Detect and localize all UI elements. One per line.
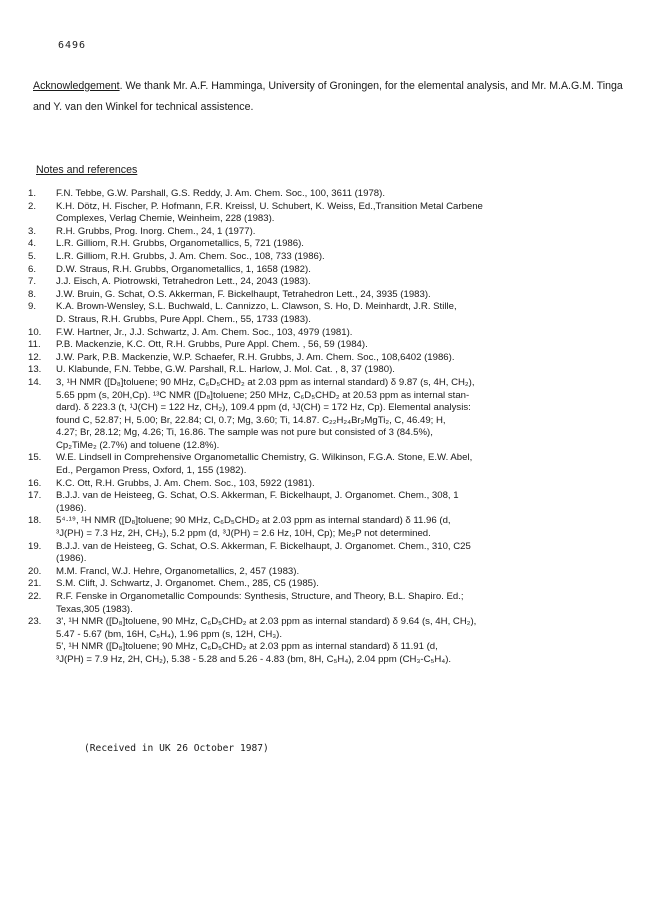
reference-text: S.M. Clift, J. Schwartz, J. Organomet. Chem., 285, C5 (1985). bbox=[56, 578, 319, 590]
reference-item bbox=[28, 301, 648, 326]
reference-text: L.R. Gilliom, R.H. Grubbs, Organometallics, 5, 721 (1986). bbox=[56, 238, 304, 250]
reference-item bbox=[28, 591, 648, 616]
reference-item bbox=[28, 515, 648, 540]
reference-text: L.R. Gilliom, R.H. Grubbs, J. Am. Chem. Soc., 108, 733 (1986). bbox=[56, 250, 325, 262]
reference-item bbox=[28, 238, 648, 251]
acknowledgement-text: . We thank Mr. A.F. Hamminga, University of Groningen, for the elemental analysis, and Mr. M.A.G.M. Tinga and Y. van den Winkel for technical assistence. bbox=[33, 80, 623, 113]
reference-item bbox=[28, 226, 648, 239]
reference-text: P.B. Mackenzie, K.C. Ott, R.H. Grubbs, Pure Appl. Chem. , 56, 59 (1984). bbox=[56, 339, 368, 351]
reference-number: 23. bbox=[28, 616, 42, 628]
reference-text: K.H. Dötz, H. Fischer, P. Hofmann, F.R. Kreissl, U. Schubert, K. Weiss, Ed.,Transition Metal Carbene Complexes, Verlag Chemie, Weinheim, 228 (1983). bbox=[56, 200, 483, 225]
reference-number: 4. bbox=[28, 238, 37, 250]
reference-item bbox=[28, 339, 648, 352]
notes-heading: Notes and references bbox=[36, 164, 138, 176]
reference-item bbox=[28, 352, 648, 365]
reference-number: 14. bbox=[28, 376, 42, 388]
reference-number: 6. bbox=[28, 263, 37, 275]
reference-text: F.N. Tebbe, G.W. Parshall, G.S. Reddy, J. Am. Chem. Soc., 100, 3611 (1978). bbox=[56, 188, 385, 199]
reference-text: J.W. Park, P.B. Mackenzie, W.P. Schaefer, R.H. Grubbs, J. Am. Chem. Soc., 108,6402 (1986). bbox=[56, 351, 455, 363]
reference-text: D.W. Straus, R.H. Grubbs, Organometallics, 1, 1658 (1982). bbox=[56, 263, 311, 275]
reference-item bbox=[28, 377, 648, 453]
reference-item bbox=[28, 188, 648, 201]
reference-item bbox=[28, 264, 648, 277]
acknowledgement-heading: Acknowledgement bbox=[33, 80, 120, 92]
reference-item bbox=[28, 289, 648, 302]
reference-number: 8. bbox=[28, 288, 37, 300]
reference-number: 16. bbox=[28, 477, 42, 489]
reference-text: W.E. Lindsell in Comprehensive Organometallic Chemistry, G. Wilkinson, F.G.A. Stone, E.W. Abel, Ed., Pergamon Press, Oxford, 1, 155 (1982). bbox=[56, 452, 473, 477]
reference-number: 18. bbox=[28, 515, 42, 527]
reference-text: J.W. Bruin, G. Schat, O.S. Akkerman, F. Bickelhaupt, Tetrahedron Lett., 24, 3935 (1983). bbox=[56, 288, 431, 300]
reference-item bbox=[28, 251, 648, 264]
reference-item bbox=[28, 616, 648, 666]
reference-text: B.J.J. van de Heisteeg, G. Schat, O.S. Akkerman, F. Bickelhaupt, J. Organomet. Chem., 308, 1 (1986). bbox=[56, 490, 459, 514]
reference-number: 2. bbox=[28, 200, 37, 212]
reference-text: K.C. Ott, R.H. Grubbs, J. Am. Chem. Soc., 103, 5922 (1981). bbox=[56, 477, 315, 489]
reference-number: 5. bbox=[28, 250, 37, 262]
reference-item bbox=[28, 276, 648, 289]
page-number: 6496 bbox=[58, 40, 87, 51]
reference-text: B.J.J. van de Heisteeg, G. Schat, O.S. Akkerman, F. Bickelhaupt, J. Organomet. Chem., 310, C25 (1986). bbox=[56, 540, 471, 565]
received-date: (Received in UK 26 October 1987) bbox=[84, 743, 269, 754]
reference-number: 22. bbox=[28, 591, 42, 602]
reference-list bbox=[28, 188, 648, 667]
reference-item bbox=[28, 201, 648, 226]
reference-number: 13. bbox=[28, 364, 42, 376]
acknowledgement-paragraph bbox=[33, 76, 633, 118]
reference-item bbox=[28, 490, 648, 515]
reference-item bbox=[28, 452, 648, 477]
reference-number: 7. bbox=[28, 276, 37, 288]
reference-number: 21. bbox=[28, 578, 42, 590]
reference-number: 17. bbox=[28, 490, 42, 502]
reference-item bbox=[28, 364, 648, 377]
reference-number: 19. bbox=[28, 540, 42, 552]
reference-number: 9. bbox=[28, 301, 37, 313]
reference-text: R.F. Fenske in Organometallic Compounds: Synthesis, Structure, and Theory, B.L. Shapiro. Ed.; Texas,305 (1983). bbox=[56, 591, 464, 615]
reference-number: 20. bbox=[28, 565, 42, 577]
reference-text: M.M. Francl, W.J. Hehre, Organometallics, 2, 457 (1983). bbox=[56, 565, 300, 577]
reference-number: 1. bbox=[28, 188, 37, 199]
reference-text: 5⁴·¹⁹, ¹H NMR ([D₈]toluene; 90 MHz, C₆D₅CHD₂ at 2.03 ppm as internal standard) δ 11.96 (d, ³J(PH) = 7.3 Hz, 2H, CH₂), 5.2 ppm (d, ³J(PH) = 2.6 Hz, 10H, Cp); Me₃P not determined. bbox=[56, 515, 451, 540]
reference-number: 10. bbox=[28, 326, 42, 338]
reference-number: 12. bbox=[28, 351, 42, 363]
reference-text: 3, ¹H NMR ([D₈]toluene; 90 MHz, C₆D₅CHD₂ at 2.03 ppm as internal standard) δ 9.87 (s, 4H, CH₂), 5.65 ppm (s, 20H,Cp). ¹³C NMR ([D₈]toluene; 250 MHz, C₆D₅CHD₂ at 20.53 ppm as internal stan- dard). δ 223.3 (t, ¹J(CH) = 122 Hz, CH₂), 109.4 ppm (d, ¹J(CH) = 172 Hz, Cp). Elemental analysis: found C, 52.87; H, 5.00; Br, 22.84; Cl, 0.7; Mg, 3.60; Ti, 14.87. C₂₂H₂₄Br₂MgTi₂, C, 46.49; H, 4.27; Br, 28.12; Mg, 4.26; Ti, 16.86. The sample was not pure but consisted of 3 (84.5%), Cp₂TiMe₂ (2.7%) and toluene (12.8%). bbox=[56, 376, 475, 451]
reference-text: R.H. Grubbs, Prog. Inorg. Chem., 24, 1 (1977). bbox=[56, 225, 256, 237]
reference-text: 3', ¹H NMR ([D₈]toluene, 90 MHz, C₆D₅CHD₂ at 2.03 ppm as internal standard) δ 9.64 (s, 4H, CH₂), 5.47 - 5.67 (bm, 16H, C₅H₄), 1.96 ppm (s, 12H, CH₃). 5', ¹H NMR ([D₈]toluene; 90 MHz, C₆D₅CHD₂ at 2.03 ppm as internal standard) δ 11.91 (d, ³J(PH) = 7.9 Hz, 2H, CH₂), 5.38 - 5.28 and 5.26 - 4.83 (bm, 8H, C₅H₄), 2.04 ppm (CH₃-C₅H₄). bbox=[56, 616, 477, 665]
reference-number: 15. bbox=[28, 452, 42, 464]
reference-text: F.W. Hartner, Jr., J.J. Schwartz, J. Am. Chem. Soc., 103, 4979 (1981). bbox=[56, 326, 353, 338]
reference-number: 11. bbox=[28, 339, 41, 351]
reference-text: K.A. Brown-Wensley, S.L. Buchwald, L. Cannizzo, L. Clawson, S. Ho, D. Meinhardt, J.R. Stille, D. Straus, R.H. Grubbs, Pure Appl. Chem., 55, 1733 (1983). bbox=[56, 301, 457, 325]
reference-text: U. Klabunde, F.N. Tebbe, G.W. Parshall, R.L. Harlow, J. Mol. Cat. , 8, 37 (1980). bbox=[56, 364, 395, 376]
reference-text: J.J. Eisch, A. Piotrowski, Tetrahedron Lett., 24, 2043 (1983). bbox=[56, 276, 311, 288]
reference-item bbox=[28, 478, 648, 491]
reference-item bbox=[28, 327, 648, 340]
reference-item bbox=[28, 578, 648, 591]
reference-item bbox=[28, 566, 648, 579]
reference-item bbox=[28, 541, 648, 566]
reference-number: 3. bbox=[28, 225, 37, 237]
